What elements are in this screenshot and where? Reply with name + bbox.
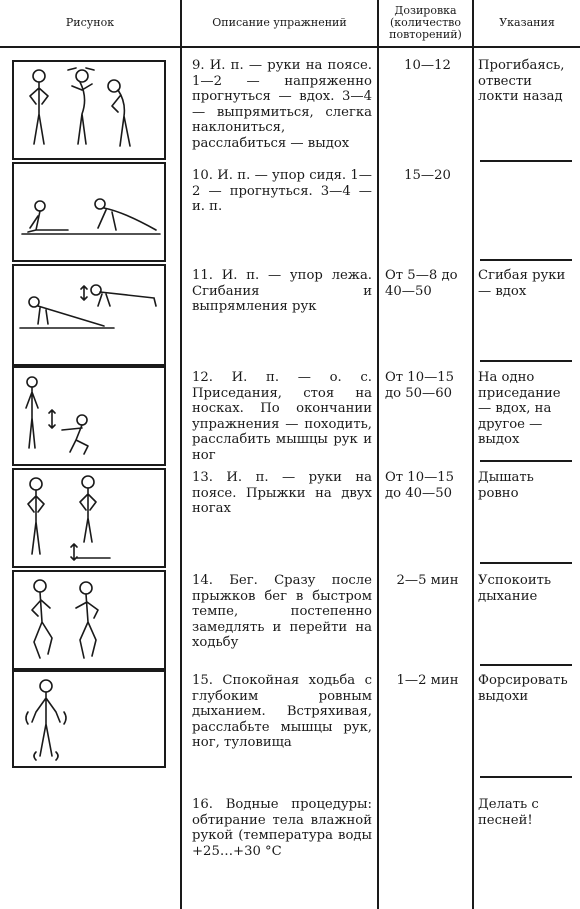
note-separator — [480, 776, 572, 778]
row-12-note: На одно приседание — вдох, на другое — выдох — [478, 370, 561, 448]
row-10-dose: 15—20 — [404, 168, 451, 183]
figure-running-illustration — [14, 572, 164, 668]
figure-exercise-14 — [12, 570, 166, 670]
note-separator — [480, 259, 572, 261]
figure-walking-illustration — [14, 672, 164, 766]
note-separator — [480, 160, 572, 162]
row-14-note: Успокоить дыхание — [478, 573, 552, 604]
figure-pushup-illustration — [14, 266, 164, 364]
row-14-description: 14. Бег. Сразу после прыжков бег в быстром темпе, постепенно замедлять и перейти на ходьбу — [192, 573, 372, 651]
row-11-note: Сгибая руки — вдох — [478, 268, 566, 299]
row-15-dose: 1—2 мин — [396, 673, 459, 688]
header-notes — [474, 0, 580, 46]
figure-jumps-illustration — [14, 470, 164, 566]
header-dosage-line-3: повторений) — [389, 28, 462, 41]
header-picture — [0, 0, 180, 46]
header-dosage — [379, 0, 472, 46]
row-10-description: 10. И. п. — упор сидя. 1—2 — прогнуться. 3—4 — и. п. — [192, 168, 372, 215]
figure-exercise-9 — [12, 60, 166, 160]
row-14-dose: 2—5 мин — [396, 573, 459, 588]
row-9-dose: 10—12 — [404, 58, 451, 73]
figure-exercise-15 — [12, 670, 166, 768]
header-dosage-line-1: Дозировка — [394, 4, 457, 17]
figure-exercise-12 — [12, 366, 166, 466]
figure-torso-bend-illustration — [14, 62, 164, 158]
row-16-note: Делать с песней! — [478, 797, 539, 828]
header-description-label: Описание упражнений — [212, 16, 347, 29]
row-9-note: Прогибаясь, отвести локти назад — [478, 58, 565, 105]
row-15-description: 15. Спокойная ходьба с глубоким ровным дыханием. Встряхивая, расслабьте мышцы рук, ног, туловища — [192, 673, 372, 751]
note-separator — [480, 562, 572, 564]
header-dosage-line-2: (количество — [390, 16, 461, 29]
row-16-description: 16. Водные процедуры: обтирание тела влажной рукой (температура воды +25…+30 °С — [192, 797, 372, 859]
note-separator — [480, 460, 572, 462]
header-rule — [0, 46, 580, 48]
figure-exercise-13 — [12, 468, 166, 568]
note-separator — [480, 360, 572, 362]
row-11-dose: От 5—8 до 40—50 — [385, 268, 458, 299]
note-separator — [480, 664, 572, 666]
column-divider-2 — [377, 0, 379, 909]
header-description — [182, 0, 377, 46]
column-divider-3 — [472, 0, 474, 909]
row-13-description: 13. И. п. — руки на поясе. Прыжки на двух ногах — [192, 470, 372, 517]
header-notes-label: Указания — [499, 16, 555, 29]
header-picture-label: Рисунок — [65, 16, 115, 29]
row-9-description: 9. И. п. — руки на поясе. 1—2 — напряженно прогнуться — вдох. 3—4 — выпрямиться, слегка наклониться, расслабиться — выдох — [192, 58, 372, 151]
row-12-dose: От 10—15 до 50—60 — [385, 370, 455, 401]
figure-exercise-10 — [12, 162, 166, 262]
row-11-description: 11. И. п. — упор лежа. Сгибания и выпрямления рук — [192, 268, 372, 315]
figure-exercise-11 — [12, 264, 166, 366]
figure-seated-support-illustration — [14, 164, 164, 260]
row-13-dose: От 10—15 до 40—50 — [385, 470, 455, 501]
column-divider-1 — [180, 0, 182, 909]
row-13-note: Дышать ровно — [478, 470, 534, 501]
row-12-description: 12. И. п. — о. с. Приседания, стоя на носках. По окончании упражнения — походить, расслабить мышцы рук и ног — [192, 370, 372, 463]
row-15-note: Форсировать выдохи — [478, 673, 568, 704]
figure-squat-illustration — [14, 368, 164, 464]
